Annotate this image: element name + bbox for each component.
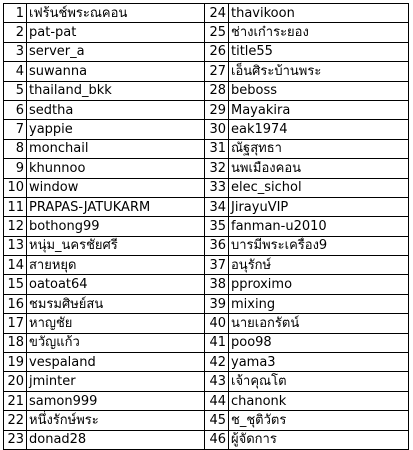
table-row bbox=[4, 139, 409, 158]
right-name-cell: อนุรักษ์ bbox=[229, 256, 409, 275]
right-name-cell: นพเมืองคอน bbox=[229, 159, 409, 178]
right-name-cell: title55 bbox=[229, 42, 409, 61]
right-number-cell: 45 bbox=[205, 411, 229, 430]
left-name-cell: bothong99 bbox=[27, 217, 205, 236]
right-number-cell: 37 bbox=[205, 256, 229, 275]
right-number-cell: 43 bbox=[205, 372, 229, 391]
left-number-cell: 21 bbox=[4, 391, 27, 410]
right-number-cell: 41 bbox=[205, 333, 229, 352]
left-name-cell: monchail bbox=[27, 139, 205, 158]
right-name-cell: นายเอกรัตน์ bbox=[229, 314, 409, 333]
table-row bbox=[4, 159, 409, 178]
right-name-cell: เอ็นศิระบ้านพระ bbox=[229, 62, 409, 81]
left-number-cell: 10 bbox=[4, 178, 27, 197]
right-name-cell: บารมีพระเครื่อง9 bbox=[229, 236, 409, 255]
table-row bbox=[4, 314, 409, 333]
table-row bbox=[4, 236, 409, 255]
right-name-cell: beboss bbox=[229, 81, 409, 100]
left-name-cell: samon999 bbox=[27, 391, 205, 410]
right-number-cell: 27 bbox=[205, 62, 229, 81]
table-row bbox=[4, 100, 409, 119]
left-name-cell: sedtha bbox=[27, 100, 205, 119]
left-name-cell: pat-pat bbox=[27, 23, 205, 42]
member-list-table bbox=[3, 3, 409, 450]
left-name-cell: หาญชัย bbox=[27, 314, 205, 333]
left-name-cell: vespaland bbox=[27, 353, 205, 372]
right-name-cell: yama3 bbox=[229, 353, 409, 372]
table-row bbox=[4, 42, 409, 61]
right-number-cell: 40 bbox=[205, 314, 229, 333]
right-number-cell: 39 bbox=[205, 294, 229, 313]
left-name-cell: thailand_bkk bbox=[27, 81, 205, 100]
left-number-cell: 22 bbox=[4, 411, 27, 430]
table-row bbox=[4, 333, 409, 352]
table-row bbox=[4, 81, 409, 100]
right-number-cell: 46 bbox=[205, 430, 229, 449]
right-name-cell: thavikoon bbox=[229, 4, 409, 23]
left-name-cell: yappie bbox=[27, 120, 205, 139]
left-name-cell: สายหยุด bbox=[27, 256, 205, 275]
left-name-cell: หนึ่งรักษ์พระ bbox=[27, 411, 205, 430]
right-number-cell: 26 bbox=[205, 42, 229, 61]
left-number-cell: 4 bbox=[4, 62, 27, 81]
left-name-cell: suwanna bbox=[27, 62, 205, 81]
left-name-cell: window bbox=[27, 178, 205, 197]
table-row bbox=[4, 294, 409, 313]
left-name-cell: jminter bbox=[27, 372, 205, 391]
left-name-cell: หนุ่ม_นครชัยศรี bbox=[27, 236, 205, 255]
right-name-cell: elec_sichol bbox=[229, 178, 409, 197]
right-name-cell: eak1974 bbox=[229, 120, 409, 139]
right-number-cell: 36 bbox=[205, 236, 229, 255]
left-name-cell: ขวัญแก้ว bbox=[27, 333, 205, 352]
table-row bbox=[4, 353, 409, 372]
right-name-cell: JirayuVIP bbox=[229, 197, 409, 216]
left-name-cell: oatoat64 bbox=[27, 275, 205, 294]
table-row bbox=[4, 430, 409, 449]
right-number-cell: 31 bbox=[205, 139, 229, 158]
left-number-cell: 5 bbox=[4, 81, 27, 100]
left-name-cell: server_a bbox=[27, 42, 205, 61]
left-number-cell: 18 bbox=[4, 333, 27, 352]
right-name-cell: poo98 bbox=[229, 333, 409, 352]
left-number-cell: 16 bbox=[4, 294, 27, 313]
right-name-cell: pproximo bbox=[229, 275, 409, 294]
right-number-cell: 35 bbox=[205, 217, 229, 236]
right-number-cell: 28 bbox=[205, 81, 229, 100]
right-number-cell: 29 bbox=[205, 100, 229, 119]
left-name-cell: เฟร้นช์พระณคอน bbox=[27, 4, 205, 23]
left-number-cell: 6 bbox=[4, 100, 27, 119]
left-number-cell: 11 bbox=[4, 197, 27, 216]
left-number-cell: 9 bbox=[4, 159, 27, 178]
left-number-cell: 20 bbox=[4, 372, 27, 391]
table-row bbox=[4, 217, 409, 236]
table-row bbox=[4, 23, 409, 42]
left-name-cell: khunnoo bbox=[27, 159, 205, 178]
left-name-cell: donad28 bbox=[27, 430, 205, 449]
right-name-cell: เจ้าคุณโต bbox=[229, 372, 409, 391]
right-number-cell: 30 bbox=[205, 120, 229, 139]
table-row bbox=[4, 256, 409, 275]
table-body bbox=[4, 4, 409, 450]
left-number-cell: 19 bbox=[4, 353, 27, 372]
left-number-cell: 15 bbox=[4, 275, 27, 294]
left-name-cell: ชมรมศิษย์สน bbox=[27, 294, 205, 313]
right-number-cell: 32 bbox=[205, 159, 229, 178]
right-number-cell: 34 bbox=[205, 197, 229, 216]
right-number-cell: 42 bbox=[205, 353, 229, 372]
table-row bbox=[4, 120, 409, 139]
right-number-cell: 33 bbox=[205, 178, 229, 197]
left-number-cell: 8 bbox=[4, 139, 27, 158]
table-row bbox=[4, 197, 409, 216]
left-number-cell: 14 bbox=[4, 256, 27, 275]
left-number-cell: 3 bbox=[4, 42, 27, 61]
right-name-cell: Mayakira bbox=[229, 100, 409, 119]
right-name-cell: chanonk bbox=[229, 391, 409, 410]
table-row bbox=[4, 391, 409, 410]
left-number-cell: 13 bbox=[4, 236, 27, 255]
left-number-cell: 7 bbox=[4, 120, 27, 139]
right-number-cell: 24 bbox=[205, 4, 229, 23]
table-row bbox=[4, 4, 409, 23]
right-name-cell: fanman-u2010 bbox=[229, 217, 409, 236]
right-number-cell: 25 bbox=[205, 23, 229, 42]
table-row bbox=[4, 275, 409, 294]
table-row bbox=[4, 411, 409, 430]
right-name-cell: ณัฐสุทธา bbox=[229, 139, 409, 158]
left-name-cell: PRAPAS-JATUKARM bbox=[27, 197, 205, 216]
left-number-cell: 2 bbox=[4, 23, 27, 42]
right-name-cell: mixing bbox=[229, 294, 409, 313]
right-number-cell: 38 bbox=[205, 275, 229, 294]
left-number-cell: 1 bbox=[4, 4, 27, 23]
right-name-cell: ช_ชุติวัตร bbox=[229, 411, 409, 430]
left-number-cell: 17 bbox=[4, 314, 27, 333]
right-number-cell: 44 bbox=[205, 391, 229, 410]
table-row bbox=[4, 372, 409, 391]
left-number-cell: 12 bbox=[4, 217, 27, 236]
table-row bbox=[4, 62, 409, 81]
right-name-cell: ช่างเก๋าระยอง bbox=[229, 23, 409, 42]
left-number-cell: 23 bbox=[4, 430, 27, 449]
right-name-cell: ผู้จัดการ bbox=[229, 430, 409, 449]
table-row bbox=[4, 178, 409, 197]
